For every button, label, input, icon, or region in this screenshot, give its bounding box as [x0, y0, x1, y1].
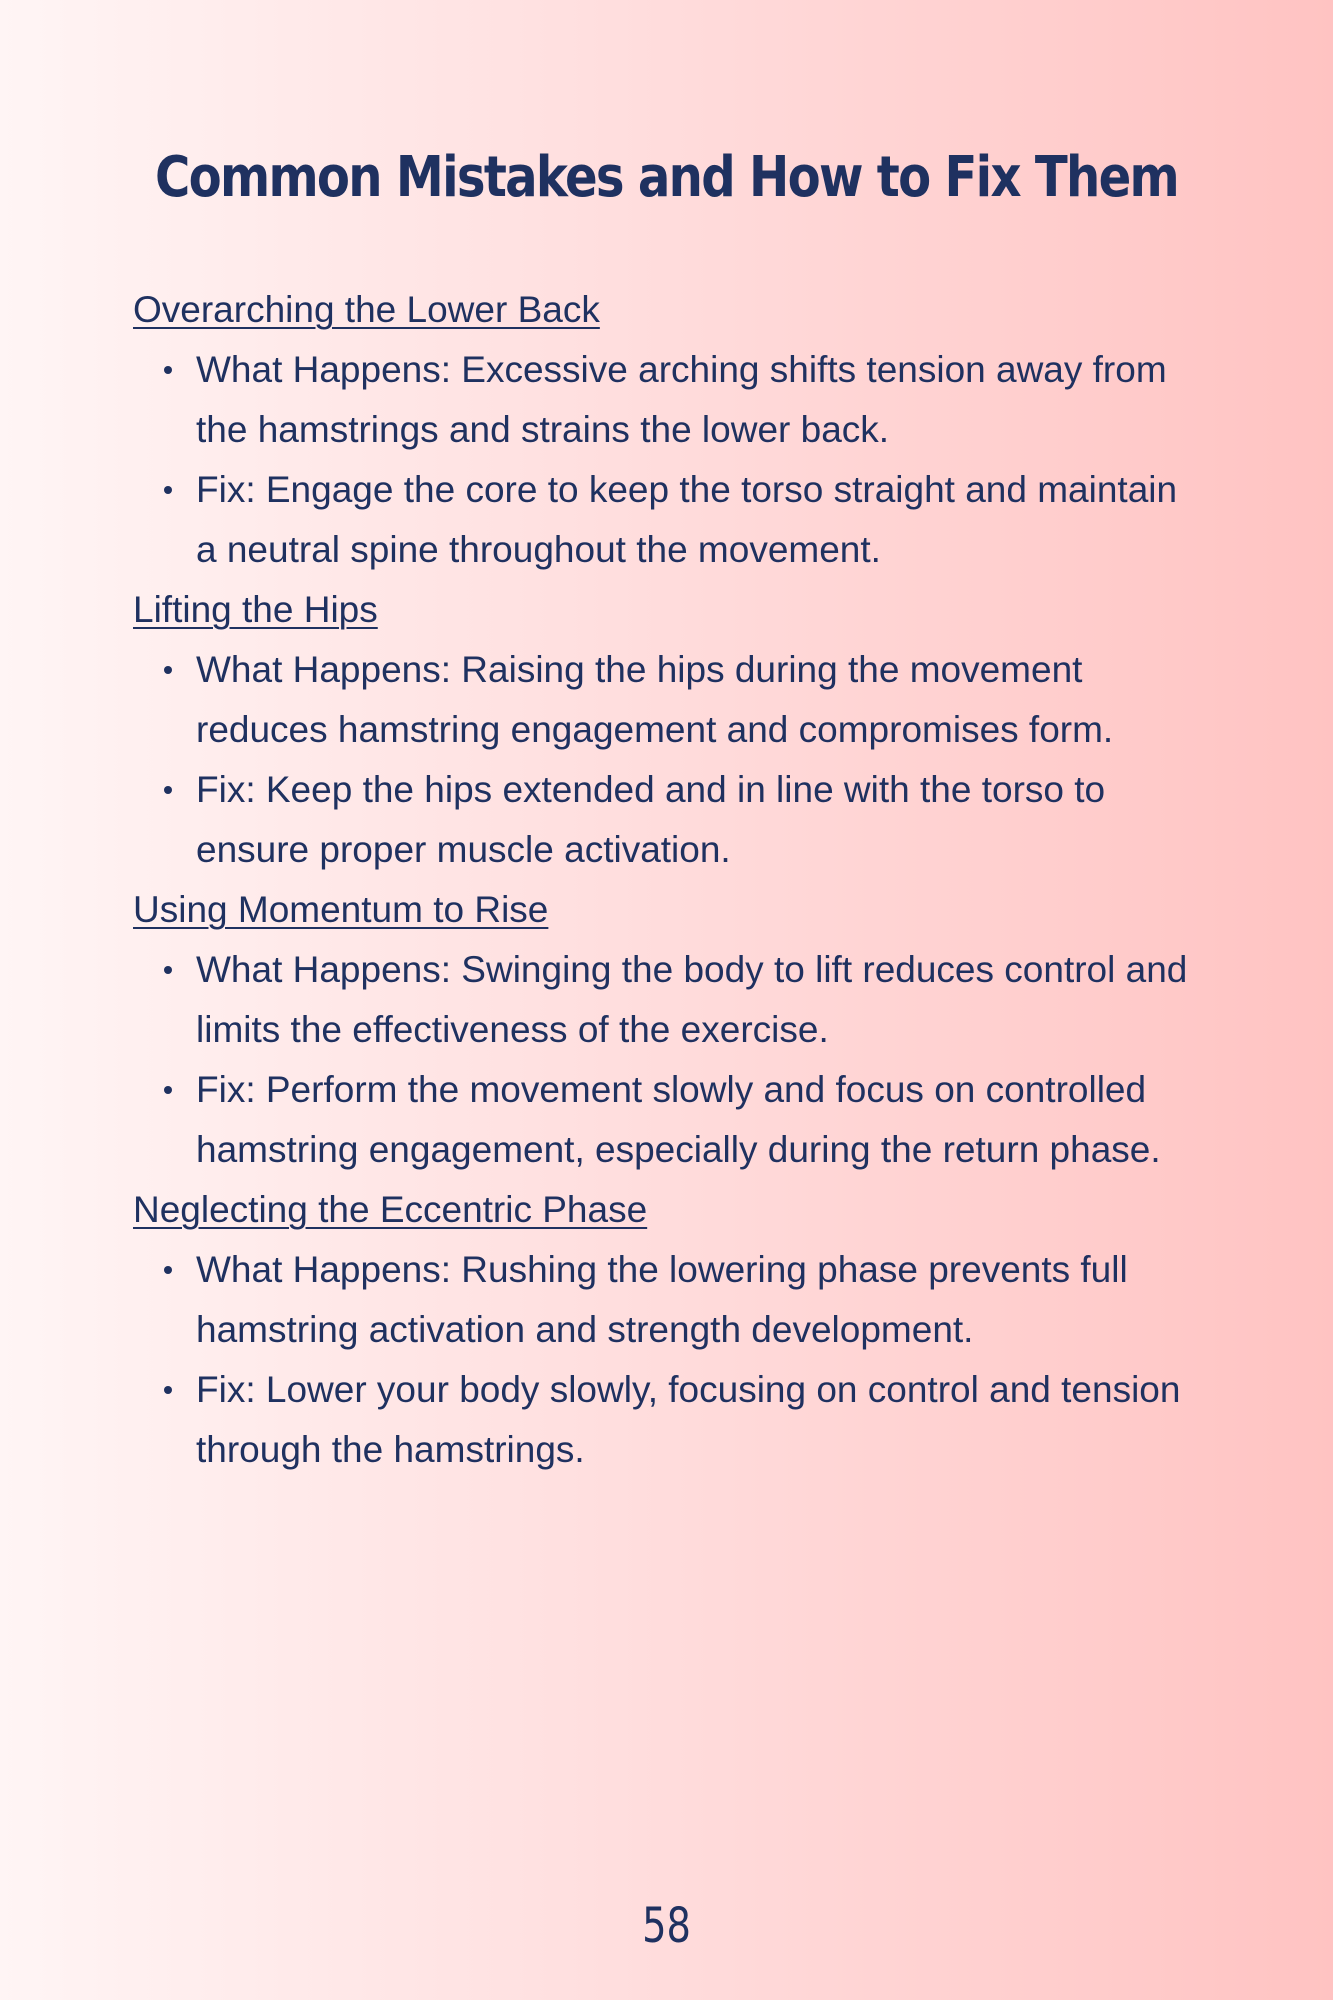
content [133, 280, 1193, 1480]
bullet-list [133, 340, 1193, 580]
bullet-fix: Fix: Lower your body slowly, focusing on control and tension through the hamstrings. [133, 1360, 1193, 1480]
section-heading: Lifting the Hips [133, 589, 378, 630]
bullet-fix: Fix: Perform the movement slowly and focus on controlled hamstring engagement, especially during the return phase. [133, 1060, 1193, 1180]
section-overarching-lower-back [133, 280, 1193, 580]
bullet-what-happens: What Happens: Rushing the lowering phase prevents full hamstring activation and strength development. [133, 1240, 1193, 1360]
bullet-what-happens: What Happens: Raising the hips during the movement reduces hamstring engagement and compromises form. [133, 640, 1193, 760]
bullet-list [133, 1240, 1193, 1480]
section-using-momentum [133, 880, 1193, 1180]
page-number: 58 [642, 1898, 691, 1954]
bullet-list [133, 640, 1193, 880]
section-neglecting-eccentric [133, 1180, 1193, 1480]
bullet-what-happens: What Happens: Excessive arching shifts tension away from the hamstrings and strains the lower back. [133, 340, 1193, 460]
page-title: Common Mistakes and How to Fix Them [155, 145, 1178, 210]
section-heading: Neglecting the Eccentric Phase [133, 1189, 648, 1230]
bullet-fix: Fix: Engage the core to keep the torso straight and maintain a neutral spine throughout the movement. [133, 460, 1193, 580]
bullet-what-happens: What Happens: Swinging the body to lift reduces control and limits the effectiveness of the exercise. [133, 940, 1193, 1060]
section-lifting-hips [133, 580, 1193, 880]
bullet-list [133, 940, 1193, 1180]
section-heading: Overarching the Lower Back [133, 289, 600, 330]
bullet-fix: Fix: Keep the hips extended and in line with the torso to ensure proper muscle activation. [133, 760, 1193, 880]
section-heading: Using Momentum to Rise [133, 889, 549, 930]
